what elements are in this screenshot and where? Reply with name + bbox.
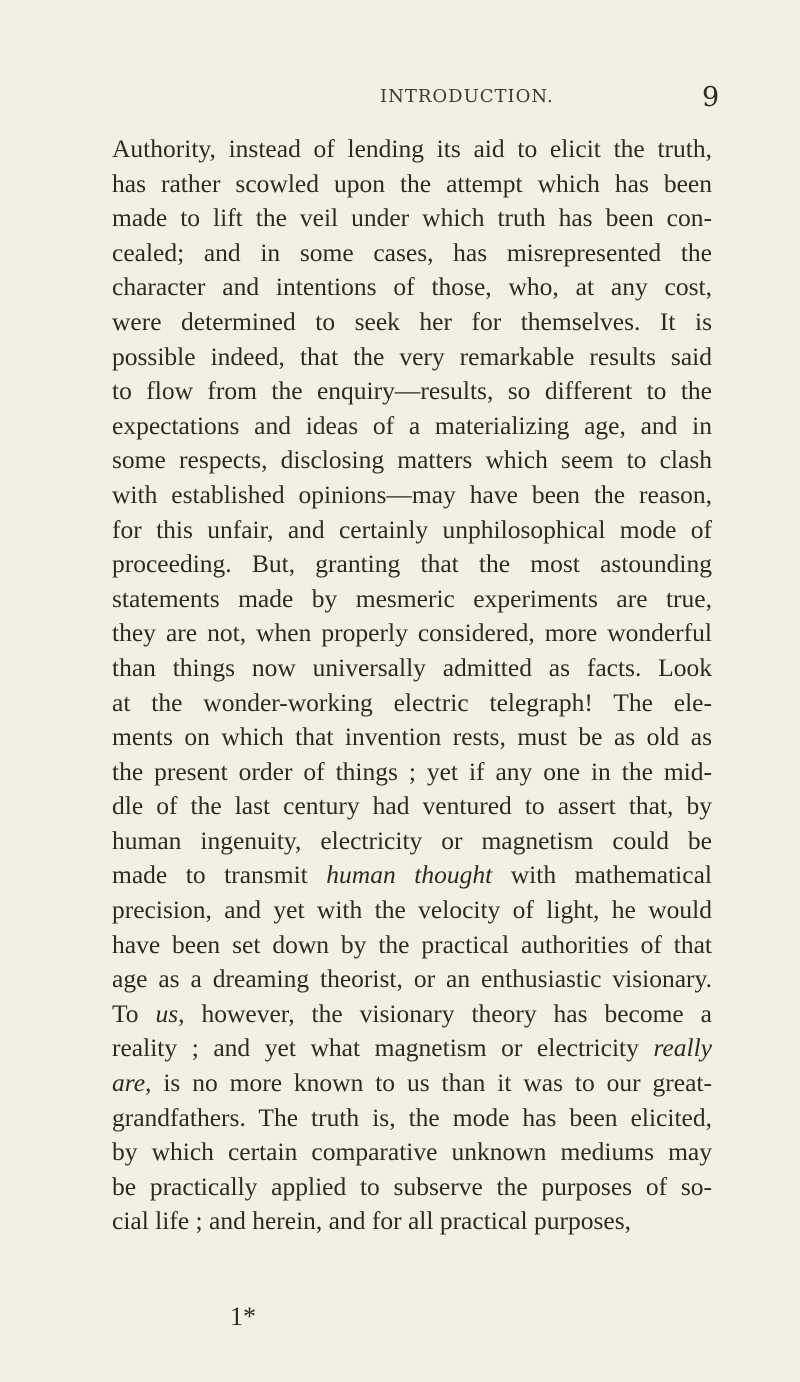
text-line: proceeding. But, granting that the most astounding [112, 549, 712, 579]
text-line: age as a dreaming theorist, or an enthusiastic visionary. [112, 964, 712, 994]
text-line: they are not, when properly considered, more wonderful [112, 618, 712, 648]
text-run: reality ; and yet what magnetism or electricity [112, 1033, 654, 1063]
text-line: character and intentions of those, who, at any cost, [112, 272, 712, 302]
running-title: INTRODUCTION. [380, 86, 554, 107]
page-number: 9 [702, 82, 720, 113]
italic-text-run: human thought [326, 860, 493, 890]
text-line: dle of the last century had ventured to assert that, by [112, 791, 712, 821]
text-line: cial life ; and herein, and for all practical purposes, [112, 1206, 631, 1236]
italic-text-run: really [653, 1033, 712, 1063]
text-line: precision, and yet with the velocity of light, he would [112, 895, 712, 925]
text-line: be practically applied to subserve the purposes of so- [112, 1171, 712, 1201]
text-line: than things now universally admitted as facts. Look [112, 652, 712, 682]
italic-text-run: are, [112, 1068, 152, 1098]
italic-text-run: us, [155, 998, 185, 1028]
text-line: cealed; and in some cases, has misrepresented the [112, 237, 712, 267]
text-line: for this unfair, and certainly unphilosophical mode of [112, 514, 712, 544]
text-run: however, the visionary theory has become a [184, 998, 713, 1028]
text-line: Authority, instead of lending its aid to elicit the truth, [112, 134, 712, 163]
text-line [112, 858, 712, 893]
text-line: were determined to seek her for themselves. It is [112, 306, 712, 336]
text-line: grandfathers. The truth is, the mode has been elicited, [112, 1102, 712, 1132]
text-run: with mathematical [492, 860, 712, 890]
text-line: has rather scowled upon the attempt which has been [112, 168, 712, 198]
text-line [112, 1066, 712, 1101]
text-line [112, 997, 712, 1032]
text-line: the present order of things ; yet if any one in the mid- [112, 756, 712, 786]
body-paragraph [112, 132, 712, 1239]
signature-mark: 1* [230, 1302, 256, 1331]
text-line: statements made by mesmeric experiments are true, [112, 583, 712, 613]
text-line: possible indeed, that the very remarkable results said [112, 341, 712, 371]
text-run: made to transmit [112, 860, 327, 890]
text-run: is no more known to us than it was to our great- [151, 1068, 712, 1098]
text-line: made to lift the veil under which truth has been con- [112, 203, 712, 233]
text-line: at the wonder-working electric telegraph! The ele- [112, 687, 712, 717]
text-line: expectations and ideas of a materializing age, and in [112, 410, 712, 440]
text-run: To [112, 998, 156, 1028]
text-line [112, 1031, 712, 1066]
page-header [0, 82, 800, 126]
text-line: by which certain comparative unknown mediums may [112, 1137, 712, 1167]
text-line: have been set down by the practical authorities of that [112, 929, 712, 959]
text-line: ments on which that invention rests, must be as old as [112, 722, 712, 752]
text-line: with established opinions—may have been the reason, [112, 479, 712, 509]
text-line: to flow from the enquiry—results, so different to the [112, 376, 712, 406]
text-line: human ingenuity, electricity or magnetism could be [112, 825, 712, 855]
text-line: some respects, disclosing matters which seem to clash [112, 445, 712, 475]
